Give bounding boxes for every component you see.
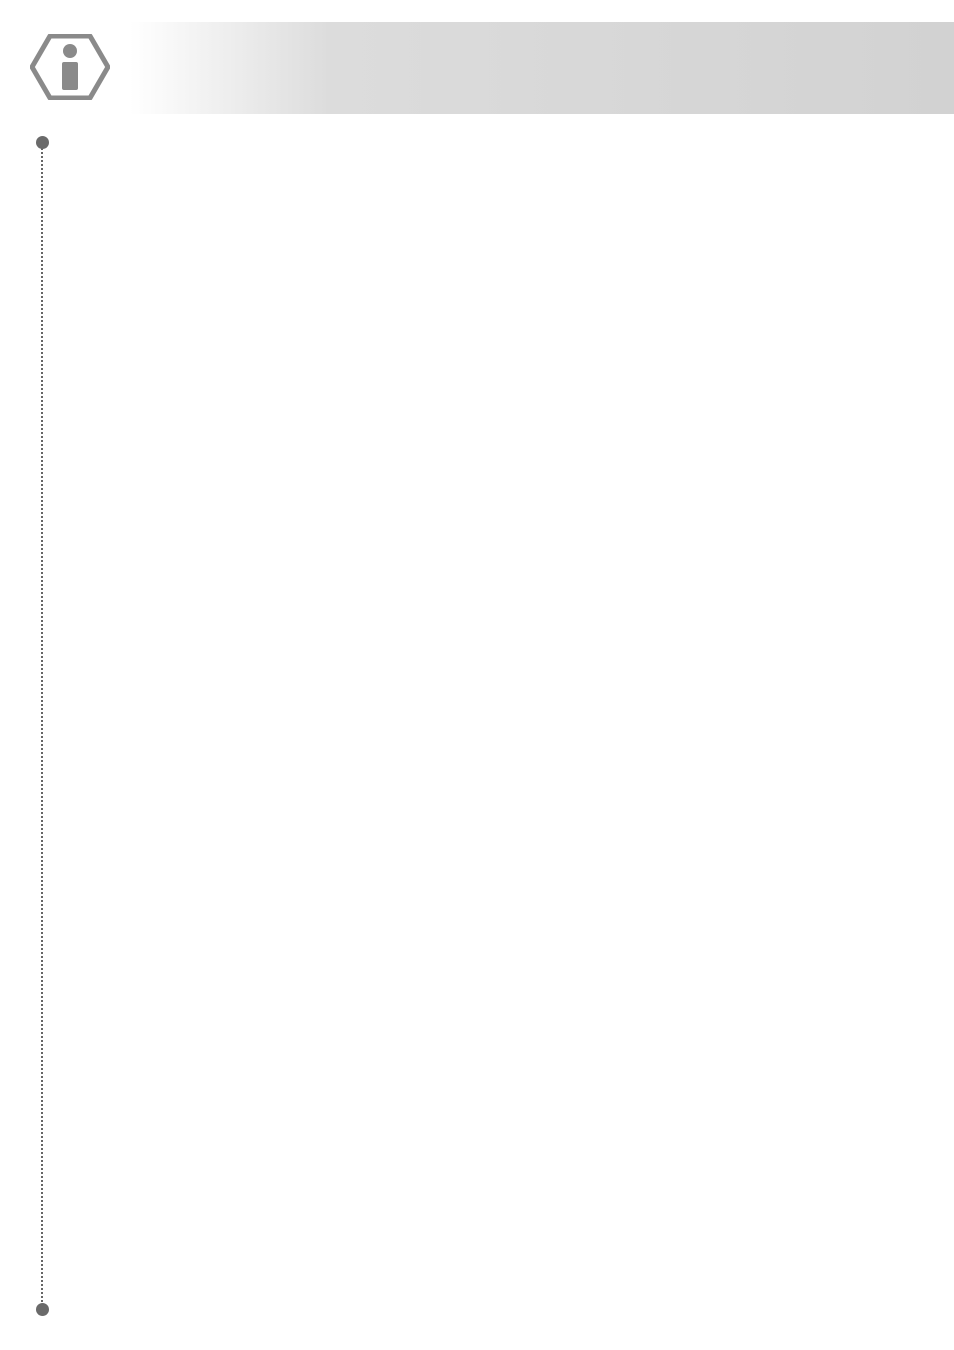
rail-bottom-dot (36, 1303, 49, 1316)
rail-top-dot (36, 136, 49, 149)
info-icon (30, 34, 110, 100)
header-banner (0, 22, 954, 114)
side-rail (41, 148, 43, 1302)
power-table (62, 166, 920, 1297)
